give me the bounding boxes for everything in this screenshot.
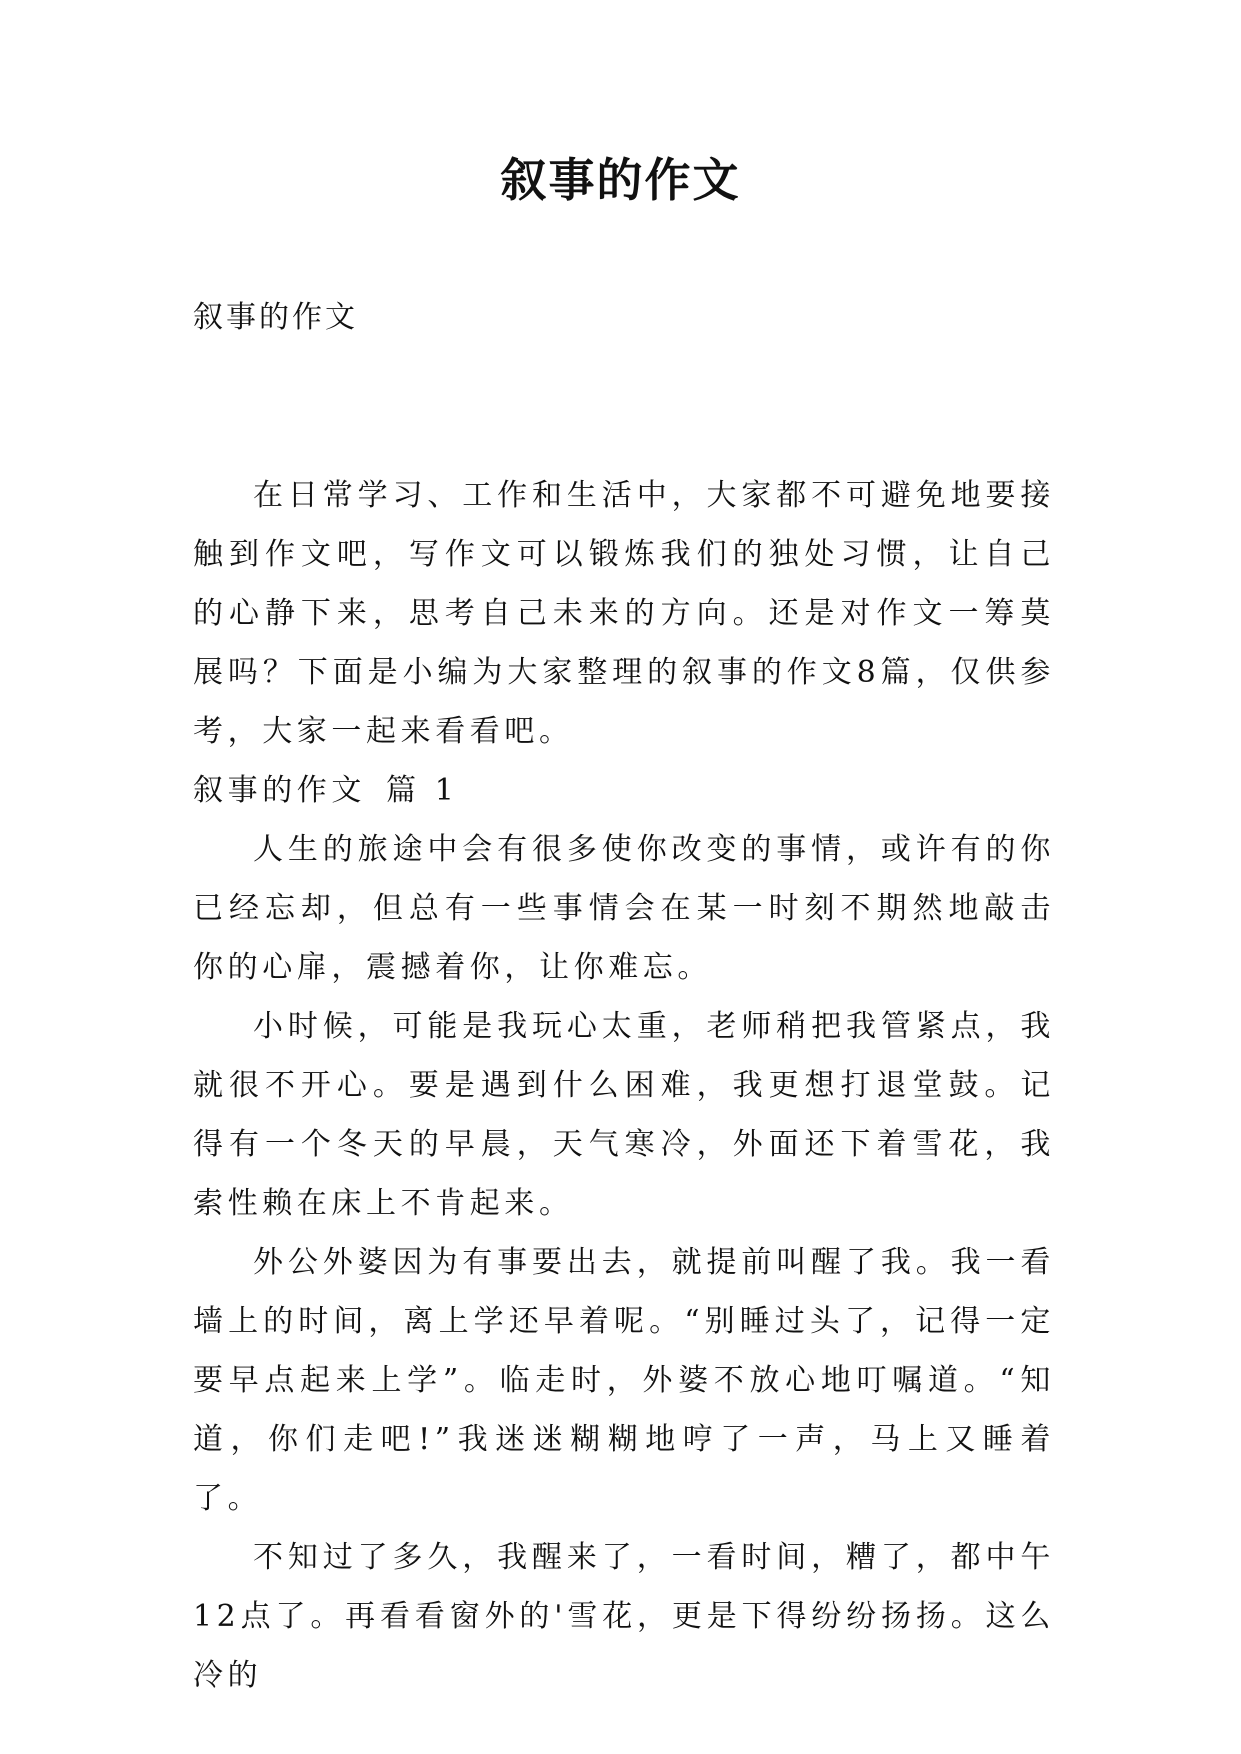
document-title: 叙事的作文 — [500, 153, 741, 207]
body-paragraph-4: 不知过了多久，我醒来了，一看时间，糟了，都中午12点了。再看看窗外的'雪花，更是下得纷纷扬扬。这么冷的 — [193, 1540, 1055, 1693]
body-paragraph-2: 小时候，可能是我玩心太重，老师稍把我管紧点，我就很不开心。要是遇到什么困难，我更想打退堂鼓。记得有一个冬天的早晨，天气寒冷，外面还下着雪花，我索性赖在床上不肯起来。 — [193, 1009, 1055, 1221]
section-heading-text: 叙事的作文 — [193, 773, 366, 808]
body-paragraph-3: 外公外婆因为有事要出去，就提前叫醒了我。我一看墙上的时间，离上学还早着呢。“别睡过头了，记得一定要早点起来上学”。临走时，外婆不放心地叮嘱道。“知道，你们走吧!”我迷迷糊糊地哼了一声，马上又睡着了。 — [193, 1245, 1055, 1516]
section-number: 篇 1 — [386, 773, 459, 808]
body-paragraph-1: 人生的旅途中会有很多使你改变的事情，或许有的你已经忘却，但总有一些事情会在某一时刻不期然地敲击你的心扉，震撼着你，让你难忘。 — [193, 832, 1055, 985]
intro-paragraph: 在日常学习、工作和生活中，大家都不可避免地要接触到作文吧，写作文可以锻炼我们的独处习惯，让自己的心静下来，思考自己未来的方向。还是对作文一筹莫展吗？下面是小编为大家整理的叙事的作文8篇，仅供参考，大家一起来看看吧。 — [193, 478, 1055, 749]
document-subtitle: 叙事的作文 — [193, 300, 358, 335]
section-heading — [193, 761, 1055, 820]
document-body — [193, 466, 1055, 1705]
